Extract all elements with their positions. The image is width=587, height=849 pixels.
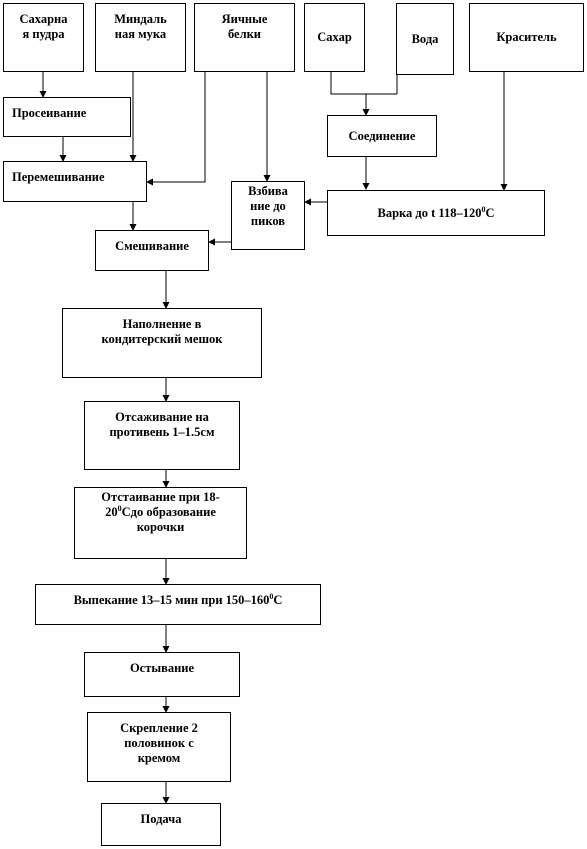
node-sifting-label: Просеивание [12, 106, 87, 120]
node-whipping [231, 181, 305, 250]
node-combining-label: Соединение [348, 128, 416, 143]
node-resting-label [101, 490, 220, 535]
node-resting [74, 487, 247, 559]
node-baking-unit: C [273, 593, 283, 607]
node-stirring [3, 161, 147, 202]
node-water [396, 3, 454, 75]
node-joining [87, 712, 231, 782]
node-joining-label: Скрепление 2 половинок с кремом [120, 721, 198, 765]
node-filling-label: Наполнение в кондитерский мешок [101, 317, 223, 346]
node-boiling-text: Варка до t 118–120 [377, 205, 482, 220]
node-filling [62, 308, 262, 378]
node-baking [35, 584, 321, 625]
node-cooling [84, 652, 240, 697]
node-egg-whites-label: Яичные белки [221, 12, 268, 41]
degree-sign: 0 [269, 591, 274, 601]
node-boiling-label [377, 206, 494, 221]
node-mixing [95, 230, 209, 271]
node-resting-text: Отстаивание при 18- 20 [101, 490, 220, 519]
node-boiling-unit: C [485, 205, 495, 220]
node-mixing-label: Смешивание [115, 239, 189, 253]
node-sugar-powder-label: Сахарна я пудра [19, 12, 68, 41]
arrow-egg-whites-to-stirring [147, 72, 205, 182]
node-colorant [469, 3, 584, 72]
node-piping-label: Отсаживание на противень 1–1.5см [109, 410, 215, 439]
node-serving-label: Подача [140, 812, 182, 826]
node-baking-text: Выпекание 13–15 мин при 150–160 [73, 593, 270, 607]
line-sugar-to-join [331, 72, 397, 94]
node-stirring-label: Перемешивание [12, 170, 105, 184]
node-combining [327, 115, 437, 157]
node-almond-flour-label: Миндаль ная мука [114, 12, 167, 41]
node-resting-text-end: Сдо образование корочки [121, 505, 216, 534]
node-water-label: Вода [411, 31, 439, 46]
node-sugar-label: Сахар [317, 30, 352, 44]
node-sugar-powder [3, 3, 84, 72]
node-colorant-label: Краситель [496, 30, 557, 44]
node-whipping-label: Взбива ние до пиков [248, 184, 288, 228]
node-baking-label [74, 593, 283, 608]
node-cooling-label: Остывание [129, 661, 195, 675]
node-serving [101, 803, 221, 846]
degree-sign: 0 [481, 204, 486, 214]
node-boiling [327, 190, 545, 236]
node-sifting [3, 97, 131, 137]
node-egg-whites [194, 3, 295, 72]
node-piping [84, 401, 240, 470]
node-almond-flour [95, 3, 186, 72]
node-sugar [304, 3, 365, 72]
degree-sign: 0 [117, 503, 122, 513]
